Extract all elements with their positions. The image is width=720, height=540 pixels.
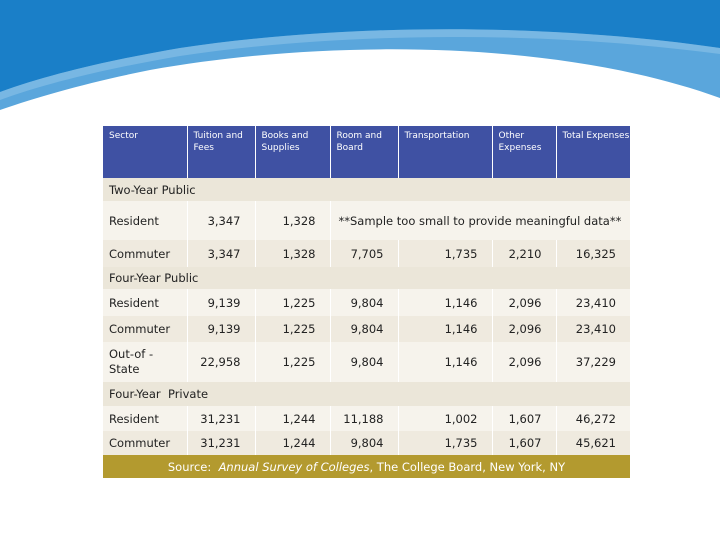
cell-other: 2,096 — [492, 289, 556, 316]
table-row — [103, 201, 630, 240]
header-sector: Sector — [103, 126, 187, 178]
cell-books: 1,225 — [255, 289, 330, 316]
cell-sector: Resident — [103, 406, 187, 431]
cell-room: 9,804 — [330, 431, 398, 455]
cell-sector: Commuter — [103, 316, 187, 342]
header-transportation: Transportation — [398, 126, 492, 178]
cell-books: 1,244 — [255, 431, 330, 455]
cell-books: 1,244 — [255, 406, 330, 431]
cell-other: 2,096 — [492, 342, 556, 382]
cell-tuition: 3,347 — [187, 201, 255, 240]
source-prefix: Source: — [167, 459, 219, 474]
cell-books: 1,225 — [255, 316, 330, 342]
cell-tuition: 9,139 — [187, 289, 255, 316]
cell-sector: Commuter — [103, 240, 187, 267]
cell-note: **Sample too small to provide meaningful data** — [330, 201, 630, 240]
header-row — [103, 126, 630, 178]
header-books: Books and Supplies — [255, 126, 330, 178]
cell-room: 11,188 — [330, 406, 398, 431]
cell-books: 1,328 — [255, 201, 330, 240]
cell-other: 2,096 — [492, 316, 556, 342]
cell-room: 9,804 — [330, 342, 398, 382]
header-tuition: Tuition and Fees — [187, 126, 255, 178]
cell-total: 46,272 — [556, 406, 630, 431]
cell-tuition: 3,347 — [187, 240, 255, 267]
cell-tuition: 9,139 — [187, 316, 255, 342]
cell-other: 1,607 — [492, 431, 556, 455]
cell-transportation: 1,735 — [398, 431, 492, 455]
cell-total: 37,229 — [556, 342, 630, 382]
cell-room: 9,804 — [330, 289, 398, 316]
cell-sector: Out-of - State — [103, 342, 187, 382]
cell-other: 2,210 — [492, 240, 556, 267]
cell-sector: Commuter — [103, 431, 187, 455]
cell-tuition: 31,231 — [187, 431, 255, 455]
section-header — [103, 267, 630, 289]
section-title: Two-Year Public — [103, 178, 630, 201]
source-row — [103, 455, 630, 478]
cell-transportation: 1,002 — [398, 406, 492, 431]
section-title: Four-Year Public — [103, 267, 630, 289]
cell-books: 1,225 — [255, 342, 330, 382]
table-row — [103, 316, 630, 342]
cell-transportation: 1,146 — [398, 316, 492, 342]
table-row — [103, 342, 630, 382]
cell-books: 1,328 — [255, 240, 330, 267]
cell-transportation: 1,146 — [398, 342, 492, 382]
table-row — [103, 289, 630, 316]
header-other: Other Expenses — [492, 126, 556, 178]
table-row — [103, 431, 630, 455]
cell-total: 23,410 — [556, 316, 630, 342]
cell-room: 9,804 — [330, 316, 398, 342]
cell-total: 16,325 — [556, 240, 630, 267]
source-citation — [103, 455, 630, 478]
table-row — [103, 240, 630, 267]
section-title: Four-Year Private — [103, 382, 630, 406]
cell-room: 7,705 — [330, 240, 398, 267]
cell-sector: Resident — [103, 289, 187, 316]
cell-sector: Resident — [103, 201, 187, 240]
cell-tuition: 22,958 — [187, 342, 255, 382]
section-header — [103, 178, 630, 201]
source-suffix: , The College Board, New York, NY — [369, 459, 566, 474]
cell-other: 1,607 — [492, 406, 556, 431]
header-room: Room and Board — [330, 126, 398, 178]
section-header — [103, 382, 630, 406]
table-row — [103, 406, 630, 431]
header-total: Total Expenses — [556, 126, 630, 178]
college-cost-table — [103, 126, 630, 478]
cell-transportation: 1,735 — [398, 240, 492, 267]
cell-transportation: 1,146 — [398, 289, 492, 316]
source-title: Annual Survey of Colleges — [218, 459, 370, 474]
cell-total: 45,621 — [556, 431, 630, 455]
header-wave-banner — [0, 0, 720, 130]
cell-tuition: 31,231 — [187, 406, 255, 431]
cell-total: 23,410 — [556, 289, 630, 316]
